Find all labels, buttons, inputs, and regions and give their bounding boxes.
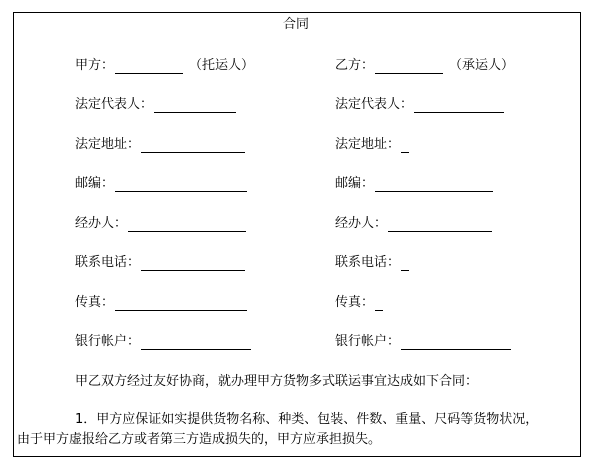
party-b-rep-field (335, 97, 504, 113)
party-a-fax-blank[interactable] (115, 298, 247, 311)
contract-intro: 甲乙双方经过友好协商，就办理甲方货物多式联运事宜达成如下合同： (75, 374, 479, 389)
party-b-role: （承运人） (449, 58, 515, 73)
party-b-name-blank[interactable] (375, 61, 443, 74)
party-b-address-blank[interactable] (401, 140, 409, 153)
party-b-agent-field (335, 216, 492, 232)
party-a-address-blank[interactable] (141, 140, 245, 153)
party-b-address-label: 法定地址： (335, 137, 401, 152)
party-a-agent-blank[interactable] (128, 219, 246, 232)
party-a-phone-field (75, 255, 245, 271)
contract-title: 合同 (282, 17, 309, 32)
party-b-fax-field (335, 295, 383, 311)
party-b-fax-label: 传真： (335, 295, 375, 310)
party-a-rep-blank[interactable] (154, 100, 236, 113)
party-b-rep-label: 法定代表人： (335, 97, 414, 112)
party-b-bank-field (335, 334, 511, 350)
party-a-fax-label: 传真： (75, 295, 115, 310)
party-a-role: （托运人） (189, 58, 255, 73)
party-b-rep-blank[interactable] (414, 100, 504, 113)
party-a-postcode-field (75, 176, 247, 192)
party-b-bank-label: 银行帐户： (335, 334, 401, 349)
party-a-agent-label: 经办人： (75, 216, 128, 231)
party-b-name-field (335, 58, 514, 74)
party-a-fax-field (75, 295, 247, 311)
party-a-name-blank[interactable] (115, 61, 183, 74)
party-a-bank-blank[interactable] (141, 337, 251, 350)
party-a-rep-field (75, 97, 236, 113)
party-a-rep-label: 法定代表人： (75, 97, 154, 112)
party-b-postcode-label: 邮编： (335, 176, 375, 191)
party-a-phone-blank[interactable] (141, 258, 245, 271)
clause-1-line-2: 由于甲方虚报给乙方或者第三方造成损失的，甲方应承担损失。 (17, 432, 382, 447)
party-b-fax-blank[interactable] (375, 298, 383, 311)
party-b-phone-field (335, 255, 409, 271)
party-a-postcode-blank[interactable] (115, 179, 247, 192)
party-b-address-field (335, 137, 409, 153)
party-a-address-field (75, 137, 245, 153)
party-a-bank-field (75, 334, 251, 350)
party-a-agent-field (75, 216, 246, 232)
party-b-bank-blank[interactable] (401, 337, 511, 350)
party-b-phone-blank[interactable] (401, 258, 409, 271)
party-a-phone-label: 联系电话： (75, 255, 141, 270)
party-b-postcode-field (335, 176, 493, 192)
party-a-bank-label: 银行帐户： (75, 334, 141, 349)
party-b-phone-label: 联系电话： (335, 255, 401, 270)
party-b-agent-blank[interactable] (388, 219, 492, 232)
party-b-label: 乙方： (335, 58, 375, 73)
party-b-postcode-blank[interactable] (375, 179, 493, 192)
party-a-postcode-label: 邮编： (75, 176, 115, 191)
party-a-name-field (75, 58, 254, 74)
clause-1-line-1: 1．甲方应保证如实提供货物名称、种类、包装、件数、重量、尺码等货物状况， (75, 412, 539, 427)
party-a-label: 甲方： (75, 58, 115, 73)
party-b-agent-label: 经办人： (335, 216, 388, 231)
party-a-address-label: 法定地址： (75, 137, 141, 152)
